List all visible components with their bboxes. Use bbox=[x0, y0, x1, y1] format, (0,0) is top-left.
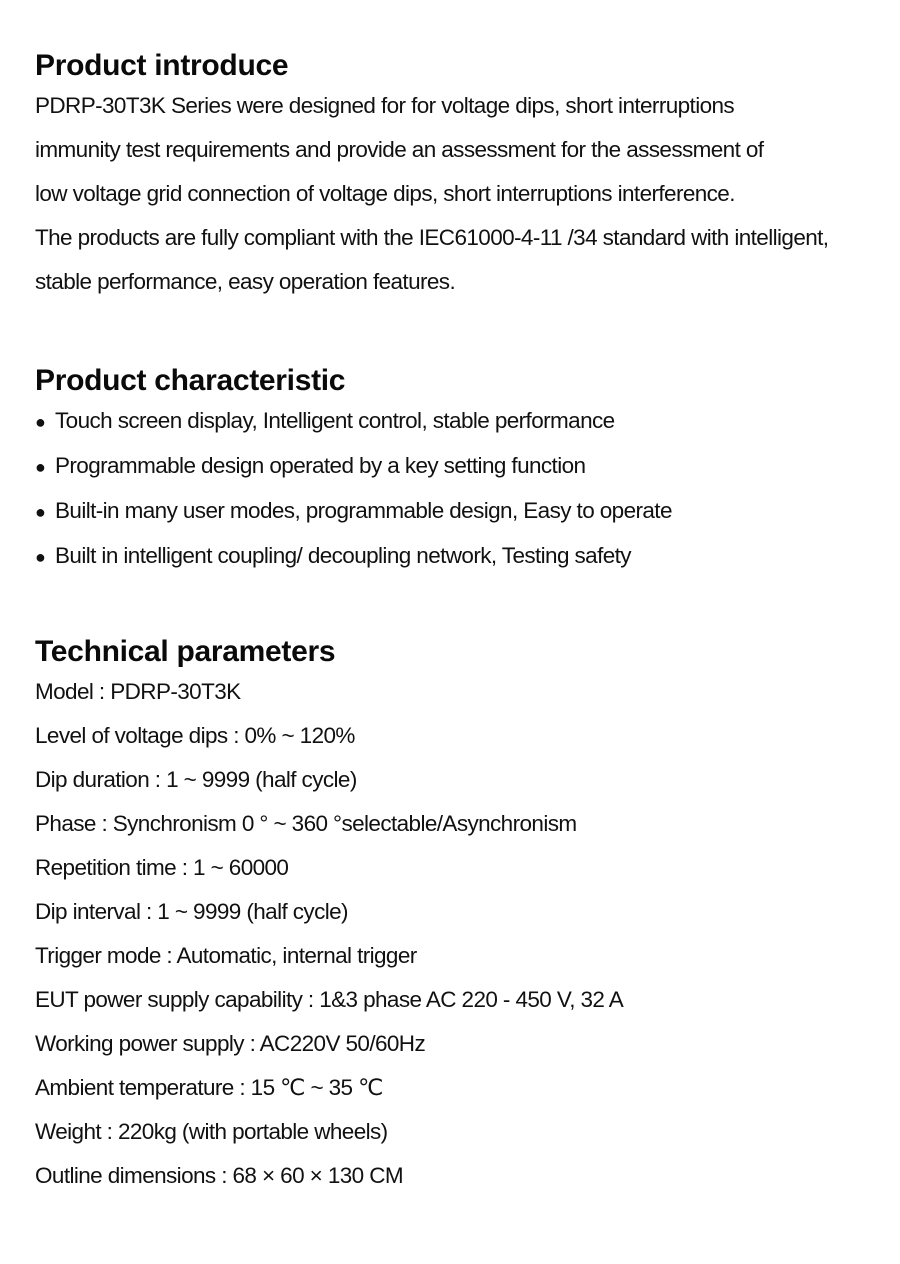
intro-line: immunity test requirements and provide an assessment for the assessment of bbox=[35, 137, 764, 162]
param-working-power-supply: Working power supply : AC220V 50/60Hz bbox=[35, 1031, 426, 1056]
characteristic-list bbox=[35, 399, 885, 579]
param-repetition-time: Repetition time : 1 ~ 60000 bbox=[35, 855, 289, 880]
param-weight: Weight : 220kg (with portable wheels) bbox=[35, 1119, 388, 1144]
intro-line: PDRP-30T3K Series were designed for for voltage dips, short interruptions bbox=[35, 93, 735, 118]
technical-parameters-heading: Technical parameters bbox=[35, 635, 336, 668]
list-item bbox=[35, 534, 885, 579]
list-item-text: Built-in many user modes, programmable design, Easy to operate bbox=[55, 498, 672, 523]
product-characteristic-heading: Product characteristic bbox=[35, 364, 346, 397]
technical-parameters-list bbox=[35, 670, 885, 1198]
product-introduce-text bbox=[35, 84, 885, 304]
bullet-icon: ● bbox=[35, 547, 46, 567]
list-item-text: Built in intelligent coupling/ decoupling network, Testing safety bbox=[55, 543, 631, 568]
param-model: Model : PDRP-30T3K bbox=[35, 679, 241, 704]
list-item-text: Programmable design operated by a key setting function bbox=[55, 453, 586, 478]
intro-line: low voltage grid connection of voltage dips, short interruptions interference. bbox=[35, 181, 735, 206]
product-introduce-heading: Product introduce bbox=[35, 49, 289, 82]
list-item-text: Touch screen display, Intelligent control, stable performance bbox=[55, 408, 615, 433]
intro-line: The products are fully compliant with the IEC61000-4-11 /34 standard with intelligent, bbox=[35, 225, 829, 250]
param-voltage-dips: Level of voltage dips : 0% ~ 120% bbox=[35, 723, 355, 748]
param-phase: Phase : Synchronism 0 ° ~ 360 °selectable/Asynchronism bbox=[35, 811, 577, 836]
product-characteristic-section bbox=[35, 363, 885, 579]
bullet-icon: ● bbox=[35, 502, 46, 522]
param-dip-interval: Dip interval : 1 ~ 9999 (half cycle) bbox=[35, 899, 348, 924]
param-ambient-temperature: Ambient temperature : 15 ℃ ~ 35 ℃ bbox=[35, 1075, 383, 1100]
list-item bbox=[35, 399, 885, 444]
list-item bbox=[35, 489, 885, 534]
technical-parameters-section bbox=[35, 634, 885, 1198]
intro-line: stable performance, easy operation features. bbox=[35, 269, 456, 294]
param-dip-duration: Dip duration : 1 ~ 9999 (half cycle) bbox=[35, 767, 357, 792]
param-eut-power-supply: EUT power supply capability : 1&3 phase AC 220 - 450 V, 32 A bbox=[35, 987, 624, 1012]
bullet-icon: ● bbox=[35, 457, 46, 477]
param-outline-dimensions: Outline dimensions : 68 × 60 × 130 CM bbox=[35, 1163, 404, 1188]
product-introduce-section bbox=[35, 48, 885, 304]
param-trigger-mode: Trigger mode : Automatic, internal trigger bbox=[35, 943, 417, 968]
list-item bbox=[35, 444, 885, 489]
bullet-icon: ● bbox=[35, 412, 46, 432]
